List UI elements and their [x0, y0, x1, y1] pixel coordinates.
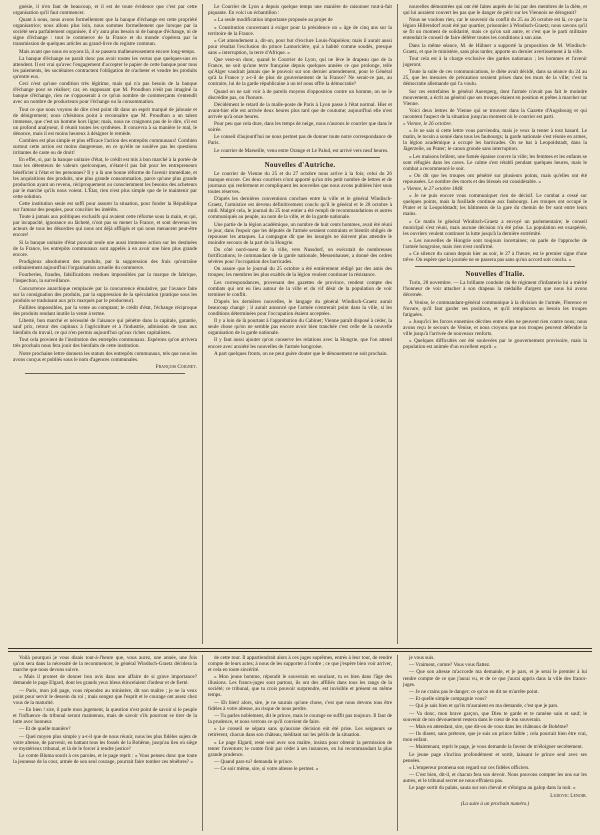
paragraph: « Je ne puis encore vous communiquer rien de décisif. Le combat a cessé sur quelques points, mais la fusillade continue aux faubourgs. Les troupes ont occupé le Prater et la Leopoldstadt; les bâtiments de la gare du chemin de fer sont entre leurs mains. [403, 193, 587, 218]
paragraph: Toute à jamais aux politiques exclusifs qui avaient cette réforme sous la main, et qui, par incapacité, ignorance ou lâcheté, n'ont pas su mener la France, et sont devenus les acteurs de tous les désordres qui nous ont déjà affligés et qui nous menacent peut-être encore! [13, 214, 197, 239]
paragraph: Turin, 28 novembre. — La brillante conduite du 8e régiment d'infanterie lui a mérité l'honneur de voir attacher à son drapeau la médaille d'argent que nous lui avons décernée. [403, 280, 587, 299]
paragraph: je vous suis. [409, 655, 435, 661]
paragraph: Le Courrier de Lyon a depuis quelque temps une manière de raisonner tout-à-fait piquante. En voici un échantillon : [208, 4, 392, 17]
paragraph: — Et quelle simple compagnie vous? [409, 696, 487, 703]
paragraph: Il y faut aussi ajouter qu'on conserve les relations avec la Hongrie, que l'on attend encore avec anxiété les nouvelles de l'armée hongroise. [208, 337, 392, 350]
paragraph: de cette tour. Il appartiendrait alors à ces juges suprêmes, entrés à leur tour, de rendre compte de leurs actes; à nous de les supporter à l'ordre ; ce que j'espère bien voir arriver, et cela en toute sincérité. [208, 655, 392, 674]
paragraph: Une partie de la légion académique, un nombre de huit cents hommes, avait été réuni le jour, dans l'espoir que les députés de l'armée seraient contraints et bientôt obligés de repousser les attaques. La campagne dit que les insurgés ne doivent plus attendre le moindre secours de la part de la Hongrie. [208, 221, 392, 246]
section-title-autriche: Nouvelles d'Autriche. [264, 160, 336, 169]
paragraph: On assure que le journal du 25 octobre a été entièrement rédigé par des amis des troupes; les membres les plus exaltés de la légion veulent continuer la résistance. [208, 266, 392, 279]
paragraph: — Tu parles noblement, dit le prince, mais le courage ne suffit pas toujours. Il faut de la prudence, et nous verrons ce qu'il convient de faire. [208, 712, 392, 726]
paragraph: Toute la suite de ces communications, le diète avait décidé, dans sa séance du 24 au 25, que les mesures de précaution seraient prises dans les murs de la ville; c'est la démocratie allemande qui l'a voulu. [403, 69, 587, 88]
col1-signature: François Coignet. [155, 364, 197, 370]
paragraph: Voici deux lettres de Vienne qui se trouvent dans la Gazette d'Augsbourg et qui racontent l'aspect de la situation jusqu'au moment où le courrier est parti. [403, 107, 587, 120]
paragraph: Prodigieux absolument des produits, par la suppression des frais qu'entraîne ordinairement aujourd'hui l'organisation actuelle du commerce. [13, 258, 197, 271]
paragraph: — Ce soir même, sire, si votre altesse le permet. » [214, 766, 319, 773]
paragraph: « Le conseil se sépara sans qu'aucune décision eût été prise. Les seigneurs se retirèrent, chacun dans son château, méditant sur les périls de la situation. [208, 726, 392, 739]
paragraph: Combien est plus simple et plus efficace l'action des entrepôts communaux! Combien surtout cette action est moins dangereuse, en ce qu'elle ne soulève pas les questions irritantes de caste ou de droit! [13, 138, 197, 157]
col3-letter2 [403, 193, 587, 263]
feuilleton-signature: Ludovic Lenoir. [550, 792, 587, 799]
paragraph: « Jusqu'ici les forces ennemies décrites entre elles ne peuvent rien contre nous; nous avons reçu le secours de Venise, et nous croyons que nos troupes peuvent défendre la ville jusqu'à l'arrivée de nouveaux renforts. [403, 318, 587, 338]
paragraph: Sur ces entrefaites le général Auersperg, dont l'armée n'avait pas fait le moindre mouvement, a écrit au général que ses troupes étaient en position et prêtes à marcher sur Vienne. [403, 88, 587, 107]
continued-note: (La suite à un prochain numéro.) [460, 800, 530, 807]
paragraph: — Quel moyen plus simple y a-t-il que de nous réunir, nous les plus fidèles sujets de votre altesse, de parvenir, en battant tous les fossés de la Bohême, jusqu'au lieu où siège ce mystérieux tribunal, et là de le forcer à rendre justice? [13, 733, 197, 752]
paragraph: Cette institution seule est suffi pour assurer la situation, pour fonder la République sur l'amour des peuples, pour concilier les intérêts. [13, 200, 197, 213]
paragraph: « La seule modification importante proposée au projet de [214, 17, 333, 24]
paragraph: Le courrier de Marseille, venu entre Orange et Le Palud, est arrivé vers neuf heures. [214, 147, 389, 154]
paragraph: — Ils disent, sans prétexte, que je suis un prince faible ; cela pourrait bien être vrai, mon enfant. [403, 731, 587, 744]
paragraph: Notre prochaine lettre donnera les statuts des entrepôts communaux, tels que nous les avons conçus et publiés sous le nom d'agences communales. [13, 350, 197, 363]
column-1 [8, 4, 202, 644]
paragraph: « Constitution concernant à exiger pour la présidence un « âge de cinq ans sur la territoire de la France. [208, 24, 392, 37]
col2-intro [208, 4, 392, 23]
paragraph: Que veut-on donc, quand le Courrier de Lyon, qui ne lève le drapeau que de la France, ne soit qu'une terre française depuis quelques années ce que prolonge, telle qu'Alger vaudrait jamais que le pouvoir sur son dernier amendement, pour le Général qu'à la France y a-t-il de plus de gouvernement de la France? Ne serait-ce pas, au contraire, lui de la garde républicaine à un tel nous offre la démocratie? [208, 57, 392, 88]
paragraph: Si la banque unitaire d'état pouvait seule une aussi immense action sur les destinées de la France, les entrepôts communaux sont appelés à en avoir une bien plus grande encore. [13, 239, 197, 258]
paragraph: D'après les dernières conventions conclues entre la ville et le général Windisch-Graetz, l'armistice est devenu définitivement conclu qu'il le général et le 28 octobre à midi. Malgré cela, le journal du 25 tout entier a été rempli de recommandations et autres communiqués au peuple, au nom de la ville, et de la garde nationale. [208, 196, 392, 221]
col3-rule [415, 266, 575, 267]
feuilleton-column-3 [397, 655, 592, 831]
paragraph: « On dit que les troupes ont pénétré sur plusieurs points, mais qu'elles ont été repoussées. Le nombre des morts et des blessés est considérable. » [403, 172, 587, 185]
paragraph: « Cet amendement a, dit-on, pour but d'exclure Louis-Napoléon; mais il aurait aussi pour résultat l'exclusion du prince Lamoricière, qui a habité comme soudés, presque sans « interruption, la terre d'Afrique. » [208, 37, 392, 56]
paragraph: « Je ne sais si cette lettre vous parviendra, mais je veux la tenter à tout hasard. Le matin, le tocsin a sonné dans tous les faubourgs; la garde nationale s'est réunie en armes, la légion académique a occupé les barricades. On se bat à Leopoldstadt, dans la Jägerzeile, au Prater; le canon gronde sans interruption. [403, 128, 587, 153]
dateline-26-octobre: « Vienne, le 26 octobre. [403, 121, 452, 128]
paragraph: « Ce matin le général Windisch-Graetz a envoyé un parlementaire; le conseil municipal s'est réuni, mais aucune décision n'a été prise. La population est exaspérée, les ouvriers veulent continuer la lutte jusqu'à la dernière extrémité. [403, 218, 587, 237]
feuilleton-column-2 [202, 655, 397, 831]
col3-intro [403, 4, 587, 120]
paragraph: — Vraiment, comte? Vous vous flattez. [409, 662, 491, 669]
feuilleton-col2-text [208, 655, 392, 772]
paragraph: — Va donc, mon brave garçon, que Dieu te garde et te ramène sain et sauf; le souvenir de ton dévouement restera dans le cœur de ton souverain. [403, 710, 587, 723]
paragraph: Quand on ne sait voir à de pareils moyens d'opposition contre un homme, on ne le discrédite pas, on l'honore. [208, 88, 392, 101]
paragraph: Le comte Bluma sourit à ces paroles, et le page reprit : « Vous pensez donc que toute la jeunesse de la cour, armée de son seul courage, pourrait faire tomber ces ténèbres? » [13, 752, 197, 765]
paragraph: A Venise, le commandant-général communique à la division de l'armée, Florence et Novare, qu'il faut garder ses positions, et qu'il remplacera au besoin les troupes fatiguées. [403, 299, 587, 318]
paragraph: « Le page Elgard, resté seul avec son maître, insista pour obtenir la permission de tenter l'aventure; le comte finit par céder à ses instances, en lui recommandant la plus grande prudence. [208, 739, 392, 758]
paragraph: — Paris, mon joli page, vous répondez au ministère, dit son maître ; je ne la veux point pour servir le dessein du roi ; mais songez que l'esprit et le courage ont assez chez vous de la maturité. [13, 687, 197, 706]
paragraph: nouvelles démontrées qui ont été faites auprès de lui par des membres de la diète, et qui lui auraient couvert les pas que le danger de périr sur les Viennois ne dérogeait? [403, 4, 587, 17]
paragraph: Décidément le retard de la malle-poste de Paris à Lyon passe à l'état normal. Hier et avant-hier elle est arrivée deux heures plus tard que de coutume; aujourd'hui elle n'est arrivée qu'à onze heures. [208, 101, 392, 120]
paragraph: Dans la même séance, M. de Hübner a supporté la proposition de M. Windisch-Graetz, et que le ministère, sans plus tarder, apporte un dernier avertissement à la ville. [403, 42, 587, 55]
paragraph: « Mon jeune homme, répondit le souverain en souriant, tu es bien dans l'âge des illusions. Les francs-juges sont partout, ils ont des affiliés dans tous les rangs de la société; ce tribunal, que tu crois pouvoir surprendre, est invisible et présent en même temps. [208, 674, 392, 699]
paragraph: Fourberies, fraudes, falsifications rendues impossibles par la marque de fabrique, l'inspection, la surveillance. [13, 272, 197, 285]
paragraph: — Mais en attendant, sire, que dit-on de vous dans les châteaux de Bohême? [409, 723, 569, 730]
column-3 [397, 4, 592, 644]
paragraph: gnésie, il n'en faut de beaucoup, et il est de toute évidence que c'est par cette organisation qu'il faut commencer. [13, 4, 197, 17]
paragraph: A part quelques fronts, on ne peut guère douter que le dénouement ne soit prochain. [214, 350, 388, 357]
section-title-italie: Nouvelles d'Italie. [465, 270, 525, 279]
paragraph: En effet, si, par la banque unitaire d'état, le crédit est mis à bon marché à la portée de tous les détenteurs de valeurs quelconques, n'étant-il pas fait pour les entrepreneurs bénéficier à l'état et les personnes? Il y a là une bonne réforme de l'avenir immédiate, et les acquisitions des produits, une plus grande consommation, parce qu'une plus grande production ayant un revenu, réciproquement ou consciemment les besoins des acheteurs par le marché qu'ils nous voient. L'État, rien n'est plus simple que de le maintenir par cette solution. [13, 157, 197, 200]
col2-rule [220, 157, 380, 158]
column-2 [202, 4, 397, 644]
paragraph: Il y a loin de là pourtant à l'approbation du Cabinet; Vienne paraît disposé à céder, la seule chose qu'on ne semble pas encore avoir bien tranchée c'est celle de la nouvelle organisation de la garde nationale. [208, 318, 392, 337]
paragraph: Ceci n'est qu'une condition très légitime, mais qui n'a pas besoin de la banque d'échange pour se réaliser; car, en supposant que M. Proudhon n'eût pas imaginé la banque d'échange, rien ne s'opposerait à ce qu'un nombre de commerçants s'entendît avec un nombre de producteurs pour l'échange ou la consommation. [13, 81, 197, 106]
paragraph: Le page sortit du palais, sauta sur son cheval et s'éloigna au galop dans la nuit. » [409, 785, 576, 792]
paragraph: « Les maisons brûlent, une fumée épaisse couvre la ville; les femmes et les enfants se sont réfugiés dans les caves. Le calme s'est rétabli pendant quelques heures, mais le combat a recommencé le soir. [403, 153, 587, 172]
paragraph: « Mais il promet de donner bon avis dans une affaire de si grave importance? demande le page Elgard, dont les grands yeux bleus étincelaient d'ardeur et de fierté. [13, 674, 197, 687]
feuilleton-col1-text [13, 655, 197, 765]
paragraph: « Ce silence du canon depuis hier au soir, le 27 à l'heure, est le premier signe d'une trêve. On espère que la journée ne se passera pas sans qu'un accord soit conclu. » [403, 251, 587, 264]
paragraph: — Maintenant, reprit le page, je vous demande la faveur de m'éloigner secrètement. [409, 744, 583, 751]
paragraph: La banque d'échange ne paraît donc pas avoir toutes les vertus que quelques-uns en attendent. Il est vrai qu'avec l'engagement d'accepter le papier de cette banque pour tous les paiements, les sociétaires contractent l'obligation de n'acheter et vendre les produits qu'entre eux. [13, 55, 197, 81]
paragraph: — Je ne crains pas le danger; ce qu'on en dit ne m'arrête point. [409, 688, 539, 695]
dateline-27-octobre: « Vienne, le 27 octobre 1848. [403, 186, 464, 193]
paragraph: Nous ne voulons rien, car le souvenir du conflit du 25 au 26 octobre est là, ce que la légion Hillersdorf avait été par quartier, prisonnier à Windisch-Graetz; nous savons qu'il se fit un moment de solidarité, mais ce qu'on sait autre, et c'est que le parti militaire entendait le conseil de faire déférer toutes les conditions à son aise. [403, 17, 587, 42]
feuilleton-col3-text [403, 655, 587, 791]
upper-section [8, 4, 592, 644]
col1-paragraphs [13, 4, 197, 363]
paragraph: — Quand pars-tu? demanda le prince. [214, 758, 293, 765]
paragraph: Tout cela est à la charge exclusive des gardes nationaux ; les hommes et l'avenir jugeront. [403, 55, 587, 68]
feuilleton-divider [8, 648, 592, 649]
col2-autriche [208, 171, 392, 357]
col1-rule [25, 373, 185, 374]
paragraph: Le jeune page s'inclina profondément et sortit, laissant le prince seul avec ses pensées. [403, 751, 587, 764]
paragraph: Liberté, bon marché et nécessité de l'aisance qui pénètre dans la capitale, garantie, sauf prix, retour des capitaux à l'agriculture et à l'industrie, admission de tous aux bienfaits du travail, ce qui n'en permis aujourd'hui qu'aux riches capitalistes. [13, 318, 197, 337]
paragraph: Pour peu que cela dure, dans les temps de neige, nous n'aurons le courrier que dans le soirée. [208, 121, 392, 134]
paragraph: — En bien ! sire, il parle mon jugement, la question n'est point de savoir si le peuple et l'influence du tribunal seront maintenus, mais de savoir s'ils pourront se tirer de la lutte avec honneur. [13, 706, 197, 726]
paragraph: Le courrier de Vienne du 25 et du 27 octobre nous arrive à la fois; celui du 26 manque encore. Ces deux courriers n'ont apporté qu'un très petit nombre de lettres et de journaux qui renferment et compliquent les nouvelles que nous avons publiées hier sous toutes réserves. [208, 170, 392, 195]
feuilleton-column-1 [8, 655, 202, 831]
col3-letter1 [403, 128, 587, 185]
paragraph: Les correspondances, provenant des gazettes de province, rendent compte des combats qui ont eu lieu autour de la ville et du vif désir de la population de voir terminer le conflit. [208, 279, 392, 298]
col3-italie [403, 280, 587, 350]
paragraph: « Quelques difficultés ont été soulevées par le gouvernement provisoire, mais la population est animée d'un excellent esprit. » [403, 338, 587, 351]
paragraph: Concurrence anarchique remplacée par la concurrence émulative, par l'avance faite sur la consignation des produits, par la suppression de la spéculation (pratique sous les produits se traduisant aux prix marqués par le producteur). [13, 285, 197, 304]
paragraph: « L'empereur promena son regard sur ces fidèles officiers. [409, 764, 530, 771]
paragraph: — C'est bien, dit-il, et chacun fera son devoir. Nous pouvons compter les uns sur les autres, et le tribunal secret ne nous effraiera pas. [403, 772, 587, 785]
col2-body [208, 25, 392, 154]
paragraph: Faillites impossibles, par la vente au comptant; le crédit d'état, l'échange réciproque des produits rendant inutile la vente à terme. [13, 304, 197, 317]
paragraph: Le conseil d'aujourd'hui ne nous permet pas de donner toute notre correspondance de Paris. [208, 134, 392, 147]
paragraph: — Et de quelle manière? [19, 726, 71, 733]
feuilleton-divider-thin [8, 651, 592, 652]
paragraph: — Que son altesse m'accorde ma demande, et je pars, et je serai le premier à lui rendre compte de ce que j'aurai vu, et de ce que j'aurai appris dans la ville des francs-juges. [403, 669, 587, 688]
paragraph: Tout cela provient de l'institution des entrepôts communaux. Espérons qu'on arrivera très prochain nous fera jouir des bienfaits de cette institution. [13, 337, 197, 350]
feuilleton-section [8, 655, 592, 831]
paragraph: Voilà pourquoi je vous disais tout-à-l'heure que, vous aurez, une année, une fois qu'on sera dans la nécessité de la recommencer, le général Windisch-Graetz décidera la marche que nous devons suivre. [13, 655, 197, 674]
paragraph: « Les nouvelles de Hongrie sont toujours incertaines; on parle de l'approche de l'armée hongroise, mais rien n'est confirmé. [403, 237, 587, 250]
paragraph: D'après les dernières nouvelles, le langage du général Windisch-Graetz aurait beaucoup changé ; il aurait annoncé que l'armée n'entrerait point dans la ville, si les conditions déterminées pour l'occupation étaient acceptées. [208, 298, 392, 317]
paragraph: Quant à nous, nous avons formellement que la banque d'échange est cette propriété organisatrice; nous allons plus loin, nous sommes formellement que lorsque par la société sera parfaitement organisée, il n'y aura plus besoin ni de banque d'échange, ni de signe d'échange : tout le commerce de la France et du monde s'opérera par la transmission de quelques articles au grand-livre du registre commun. [13, 17, 197, 48]
paragraph: Du côté nord-ouest de la ville, vers Nussdorf, on exécutait de nombreuses fortifications; le commandant de la garde nationale, Messenhauser, a donné des ordres sévères pour l'occupation des barricades. [208, 246, 392, 265]
paragraph: — Eh bien! alors, sire, je ne saurais qu'une chose, c'est que nous devons tous être fidèles à votre altesse, au risque de nous perdre. [208, 699, 392, 712]
paragraph: — Qui je sais bien et qu'ils m'auraient en ma demande, c'est que je pars. [409, 703, 559, 710]
paragraph: Mais avant que nous en soyons là, il se passera malheureusement encore long-temps. [19, 48, 196, 55]
paragraph: Tout ce que nous voyons de dire n'est point dit dans un esprit marqué de jalousie et de dénigrement; nous n'hésitons point à reconnaître que M. Proudhon a un talent immense, que c'est un homme hors ligne; mais, nous ne craignons pas de le dire, s'il est un profond analyseur, il réunit toutes les synthèses. Il concevra à sa manière le mal, le dénonce, mais il est moins heureux à désigner le remède. [13, 106, 197, 137]
